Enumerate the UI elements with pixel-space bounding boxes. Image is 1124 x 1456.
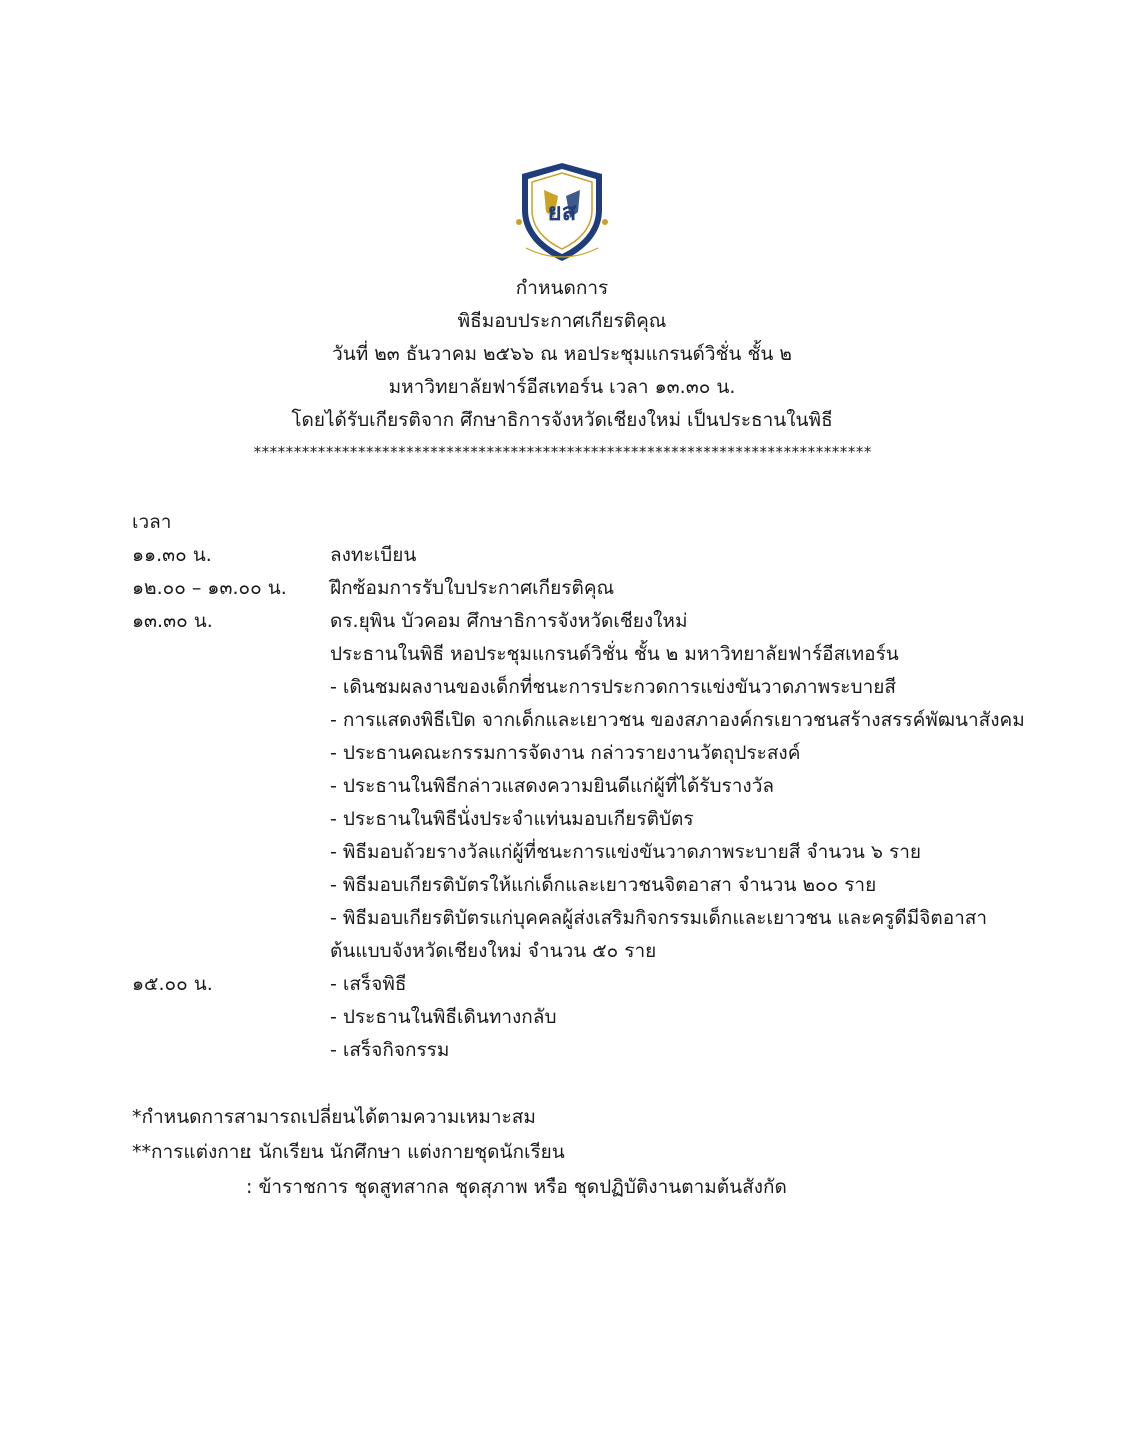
asterisk-divider: ***************************************************************************** [252,443,872,461]
event-name: พิธีมอบประกาศเกียรติคุณ [457,310,667,332]
schedule-row [0,770,1124,803]
schedule-time: เวลา [132,511,172,533]
schedule-text: ฝึกซ้อมการรับใบประกาศเกียรติคุณ [330,577,615,599]
shield-crest-icon [510,160,614,264]
dress-code-students-text: : นักเรียน นักศึกษา แต่งกายชุดนักเรียน [246,1141,565,1163]
schedule-text: - ประธานในพิธีเดินทางกลับ [330,1006,557,1028]
document-header [0,272,1124,467]
schedule-row [0,704,1124,737]
schedule-time: ๑๓.๓๐ น. [132,610,213,632]
schedule-row [0,506,1124,539]
footnotes [0,1100,1124,1205]
schedule-text: - ประธานคณะกรรมการจัดงาน กล่าวรายงานวัตถุประสงค์ [330,742,801,764]
dress-code-label: **การแต่งกาย [132,1141,251,1163]
schedule-text: - พิธีมอบถ้วยรางวัลแก่ผู้ที่ชนะการแข่งขันวาดภาพระบายสี จำนวน ๖ ราย [330,841,922,863]
schedule-text: ดร.ยุพิน บัวคอม ศึกษาธิการจังหวัดเชียงใหม่ [330,610,688,632]
schedule-list [0,506,1124,1067]
schedule-row [0,1034,1124,1067]
schedule-row [0,902,1124,935]
schedule-text: - เสร็จพิธี [330,973,407,995]
schedule-text: ต้นแบบจังหวัดเชียงใหม่ จำนวน ๕๐ ราย [330,940,657,962]
schedule-row [0,935,1124,968]
schedule-row [0,671,1124,704]
schedule-text: - เสร็จกิจกรรม [330,1039,450,1061]
dress-code-officials-text: : ข้าราชการ ชุดสูทสากล ชุดสุภาพ หรือ ชุดปฏิบัติงานตามต้นสังกัด [246,1176,787,1198]
event-date-venue: วันที่ ๒๓ ธันวาคม ๒๕๖๖ ณ หอประชุมแกรนด์วิชั่น ชั้น ๒ [332,343,792,365]
schedule-time: ๑๒.๐๐ – ๑๓.๐๐ น. [132,577,287,599]
page-title: กำหนดการ [515,277,609,299]
schedule-text: ประธานในพิธี หอประชุมแกรนด์วิชั่น ชั้น ๒ มหาวิทยาลัยฟาร์อีสเทอร์น [330,643,899,665]
schedule-row [0,737,1124,770]
event-university-time: มหาวิทยาลัยฟาร์อีสเทอร์น เวลา ๑๓.๓๐ น. [388,376,736,398]
schedule-time: ๑๑.๓๐ น. [132,544,212,566]
schedule-text: - เดินชมผลงานของเด็กที่ชนะการประกวดการแข่งขันวาดภาพระบายสี [330,676,896,698]
schedule-row [0,836,1124,869]
schedule-text: ลงทะเบียน [330,544,417,566]
schedule-row [0,869,1124,902]
schedule-text: - ประธานในพิธีนั่งประจำแท่นมอบเกียรติบัตร [330,808,694,830]
schedule-time: ๑๕.๐๐ น. [132,973,213,995]
schedule-text: - พิธีมอบเกียรติบัตรแก่บุคคลผู้ส่งเสริมกิจกรรมเด็กและเยาวชน และครูดีมีจิตอาสา [330,907,988,929]
schedule-row [0,1001,1124,1034]
schedule-text: - พิธีมอบเกียรติบัตรให้แก่เด็กและเยาวชนจิตอาสา จำนวน ๒๐๐ ราย [330,874,877,896]
logo-letters: ยส [547,198,577,226]
schedule-row [0,968,1124,1001]
schedule-row [0,803,1124,836]
change-note [0,1100,1124,1135]
schedule-text: - ประธานในพิธีกล่าวแสดงความยินดีแก่ผู้ที่ได้รับรางวัล [330,775,775,797]
schedule-row [0,638,1124,671]
event-chair: โดยได้รับเกียรติจาก ศึกษาธิการจังหวัดเชียงใหม่ เป็นประธานในพิธี [291,409,833,431]
change-note-text: *กำหนดการสามารถเปลี่ยนได้ตามความเหมาะสม [132,1106,536,1128]
schedule-text: - การแสดงพิธีเปิด จากเด็กและเยาวชน ของสภาองค์กรเยาวชนสร้างสรรค์พัฒนาสังคม [330,709,1025,731]
schedule-row [0,605,1124,638]
dress-code-officials [0,1170,1124,1205]
dress-code-students [0,1135,1124,1170]
schedule-row [0,539,1124,572]
organization-logo [510,160,614,264]
schedule-row [0,572,1124,605]
